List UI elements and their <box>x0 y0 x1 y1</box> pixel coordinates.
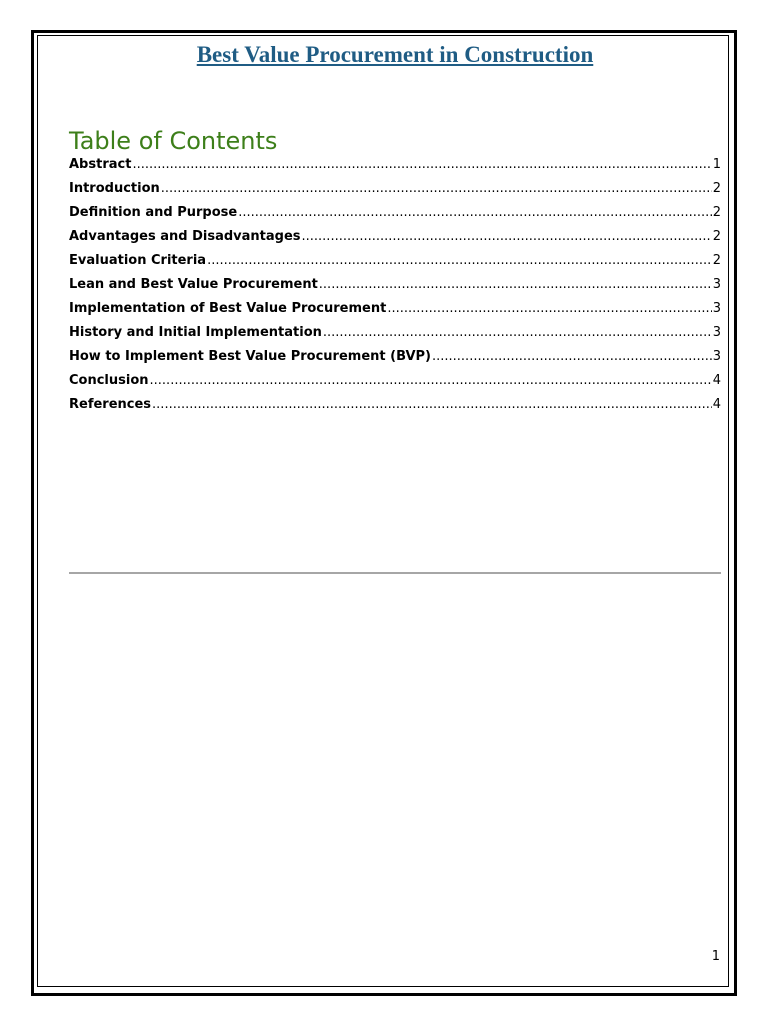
toc-entry[interactable] <box>69 397 721 421</box>
toc-entry-page: 2 <box>712 205 721 220</box>
toc-entry-label[interactable]: Introduction <box>69 181 160 196</box>
toc-dot-leader <box>132 157 711 172</box>
toc-entry-page: 3 <box>712 325 721 340</box>
page-number: 1 <box>711 949 720 964</box>
toc-entry-page: 2 <box>712 253 721 268</box>
toc-entry-label[interactable]: How to Implement Best Value Procurement (BVP) <box>69 349 431 364</box>
toc-entry-label[interactable]: History and Initial Implementation <box>69 325 322 340</box>
toc-entry-page: 3 <box>712 277 721 292</box>
toc-entry-label[interactable]: References <box>69 397 152 412</box>
toc-dot-leader <box>319 277 712 292</box>
toc-entry-page: 4 <box>712 397 721 412</box>
toc-entry-label[interactable]: Conclusion <box>69 373 149 388</box>
toc-entry-label[interactable]: Advantages and Disadvantages <box>69 229 301 244</box>
toc-entry-label[interactable]: Lean and Best Value Procurement <box>69 277 318 292</box>
toc-entry-page: 4 <box>712 373 721 388</box>
toc-entry[interactable] <box>69 277 721 301</box>
toc-dot-leader <box>387 301 711 316</box>
toc-dot-leader <box>161 181 712 196</box>
toc-dot-leader <box>432 349 712 364</box>
toc-dot-leader <box>323 325 712 340</box>
toc-entry[interactable] <box>69 229 721 253</box>
toc-dot-leader <box>150 373 712 388</box>
toc-entry[interactable] <box>69 325 721 349</box>
toc-entry-page: 3 <box>712 301 721 316</box>
toc-entry-page: 2 <box>712 181 721 196</box>
toc-entry[interactable] <box>69 253 721 277</box>
toc-entry[interactable] <box>69 349 721 373</box>
toc-entry[interactable] <box>69 181 721 205</box>
toc-entry[interactable] <box>69 301 721 325</box>
toc-entry-label[interactable]: Evaluation Criteria <box>69 253 207 268</box>
toc-entry-label[interactable]: Implementation of Best Value Procurement <box>69 301 387 316</box>
toc-entry-label[interactable]: Definition and Purpose <box>69 205 238 220</box>
toc-heading: Table of Contents <box>69 127 278 155</box>
toc-entry-page: 1 <box>712 157 721 172</box>
document-title: Best Value Procurement in Construction <box>196 42 594 67</box>
toc-entry-label[interactable]: Abstract <box>69 157 132 172</box>
horizontal-rule <box>69 572 721 574</box>
table-of-contents <box>69 157 721 421</box>
toc-entry[interactable] <box>69 373 721 397</box>
toc-dot-leader <box>207 253 712 268</box>
toc-entry[interactable] <box>69 157 721 181</box>
toc-entry[interactable] <box>69 205 721 229</box>
toc-dot-leader <box>152 397 712 412</box>
toc-dot-leader <box>238 205 712 220</box>
toc-dot-leader <box>302 229 712 244</box>
toc-entry-page: 3 <box>712 349 721 364</box>
toc-entry-page: 2 <box>712 229 721 244</box>
